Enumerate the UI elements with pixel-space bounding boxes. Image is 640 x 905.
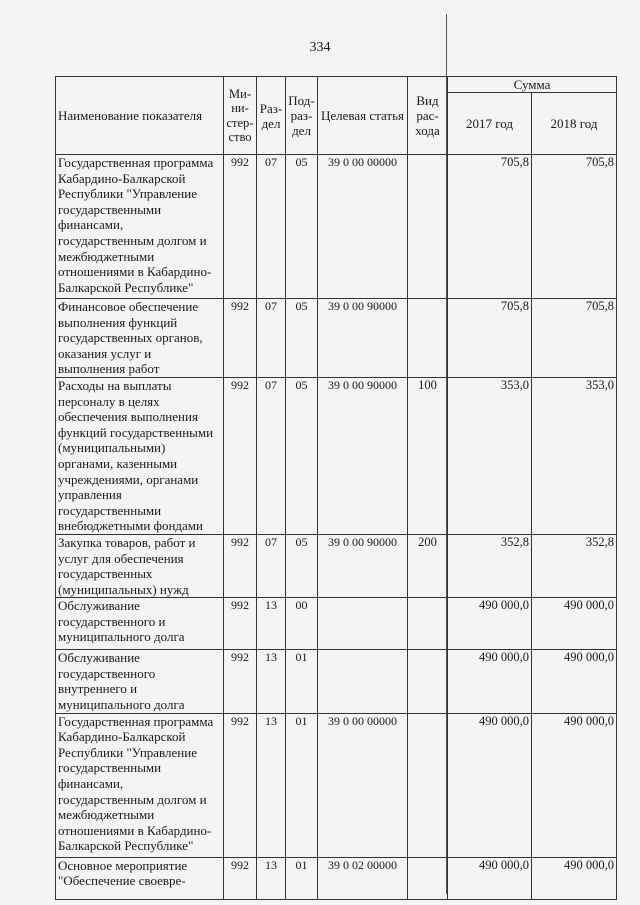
cell-name: Основное мероприятие "Обеспечение своевре- (56, 857, 224, 899)
header-ministry: Ми-ни-стер-ство (224, 77, 257, 155)
cell-expense-type: 100 (408, 377, 448, 534)
cell-target: 39 0 00 90000 (318, 534, 408, 597)
table-row (56, 299, 617, 378)
cell-sum-2018: 490 000,0 (532, 598, 617, 650)
table-row (56, 377, 617, 534)
cell-section: 07 (257, 534, 286, 597)
cell-ministry: 992 (224, 650, 257, 713)
cell-target (318, 598, 408, 650)
header-name: Наименование показателя (56, 77, 224, 155)
cell-name: Обслуживание государственного и муниципального долга (56, 598, 224, 650)
cell-target: 39 0 00 00000 (318, 155, 408, 299)
cell-subsection: 00 (286, 598, 318, 650)
cell-subsection: 01 (286, 857, 318, 899)
cell-name: Обслуживание государственного внутреннего и муниципального долга (56, 650, 224, 713)
table-row (56, 534, 617, 597)
cell-sum-2018: 490 000,0 (532, 857, 617, 899)
cell-sum-2017: 705,8 (448, 155, 532, 299)
header-year-2017: 2017 год (448, 93, 532, 155)
cell-name: Расходы на выплаты персоналу в целях обеспечения выполнения функций государственными (муниципальными) органами, казенными учреждениями, органами управления государственными внебюджетными фондами (56, 377, 224, 534)
cell-sum-2018: 490 000,0 (532, 650, 617, 713)
table-row (56, 155, 617, 299)
cell-sum-2017: 353,0 (448, 377, 532, 534)
cell-subsection: 05 (286, 299, 318, 378)
cell-name: Государственная программа Кабардино-Балкарской Республики "Управление государственными финансами, государственным долгом и межбюджетными отношениями в Кабардино-Балкарской Республике" (56, 713, 224, 857)
cell-sum-2017: 490 000,0 (448, 713, 532, 857)
cell-expense-type (408, 650, 448, 713)
cell-target: 39 0 00 00000 (318, 713, 408, 857)
cell-ministry: 992 (224, 155, 257, 299)
header-target: Целевая статья (318, 77, 408, 155)
cell-target (318, 650, 408, 713)
cell-section: 07 (257, 299, 286, 378)
cell-section: 13 (257, 713, 286, 857)
cell-subsection: 01 (286, 650, 318, 713)
header-sum: Сумма (448, 77, 617, 93)
table-row (56, 598, 617, 650)
cell-name: Финансовое обеспечение выполнения функций государственных органов, оказания услуг и выполнения работ (56, 299, 224, 378)
cell-section: 07 (257, 155, 286, 299)
header-expense-type: Вид рас-хода (408, 77, 448, 155)
cell-subsection: 05 (286, 155, 318, 299)
header-year-2018: 2018 год (532, 93, 617, 155)
cell-ministry: 992 (224, 857, 257, 899)
cell-ministry: 992 (224, 598, 257, 650)
table-row (56, 713, 617, 857)
cell-expense-type (408, 155, 448, 299)
cell-expense-type (408, 713, 448, 857)
cell-sum-2018: 705,8 (532, 155, 617, 299)
cell-sum-2017: 490 000,0 (448, 650, 532, 713)
cell-ministry: 992 (224, 299, 257, 378)
cell-expense-type: 200 (408, 534, 448, 597)
cell-section: 13 (257, 857, 286, 899)
cell-sum-2017: 352,8 (448, 534, 532, 597)
cell-section: 07 (257, 377, 286, 534)
cell-target: 39 0 02 00000 (318, 857, 408, 899)
cell-sum-2018: 352,8 (532, 534, 617, 597)
cell-expense-type (408, 598, 448, 650)
cell-ministry: 992 (224, 377, 257, 534)
cell-ministry: 992 (224, 534, 257, 597)
cell-section: 13 (257, 650, 286, 713)
cell-subsection: 05 (286, 377, 318, 534)
cell-name: Закупка товаров, работ и услуг для обеспечения государственных (муниципальных) нужд (56, 534, 224, 597)
cell-sum-2018: 490 000,0 (532, 713, 617, 857)
cell-sum-2018: 705,8 (532, 299, 617, 378)
cell-sum-2017: 490 000,0 (448, 857, 532, 899)
cell-section: 13 (257, 598, 286, 650)
cell-expense-type (408, 857, 448, 899)
header-subsection: Под-раз-дел (286, 77, 318, 155)
cell-sum-2018: 353,0 (532, 377, 617, 534)
header-row-top (56, 77, 617, 93)
cell-ministry: 992 (224, 713, 257, 857)
budget-table (55, 76, 617, 900)
cell-target: 39 0 00 90000 (318, 299, 408, 378)
header-section: Раз-дел (257, 77, 286, 155)
cell-target: 39 0 00 90000 (318, 377, 408, 534)
cell-subsection: 05 (286, 534, 318, 597)
table-row (56, 857, 617, 899)
table-row (56, 650, 617, 713)
cell-sum-2017: 705,8 (448, 299, 532, 378)
cell-sum-2017: 490 000,0 (448, 598, 532, 650)
cell-expense-type (408, 299, 448, 378)
cell-subsection: 01 (286, 713, 318, 857)
page-number: 334 (309, 40, 331, 55)
cell-name: Государственная программа Кабардино-Балкарской Республики "Управление государственными финансами, государственным долгом и межбюджетными отношениями в Кабардино-Балкарской Республике" (56, 155, 224, 299)
